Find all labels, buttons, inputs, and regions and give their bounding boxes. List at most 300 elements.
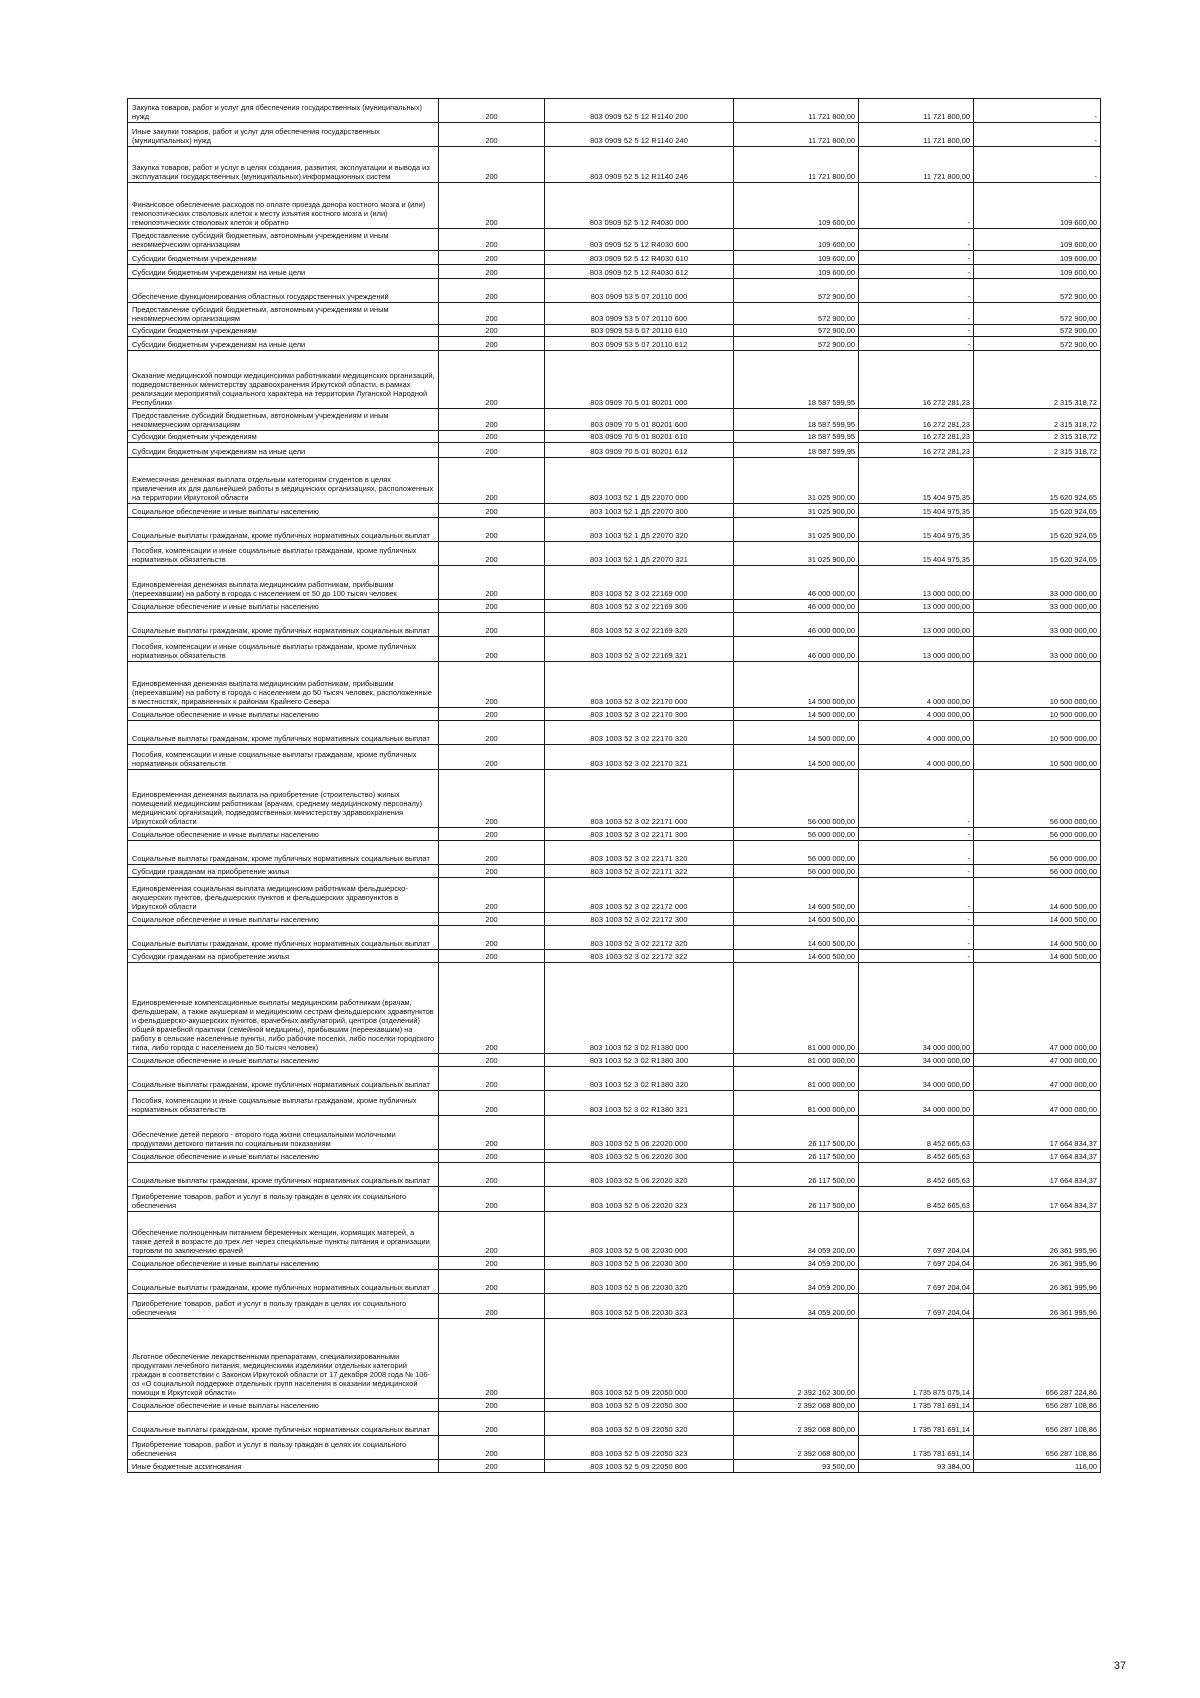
row-classification-code-cell: 803 1003 52 5 09 22050 300 bbox=[545, 1399, 734, 1412]
row-name-cell: Субсидии бюджетным учреждениям на иные цели bbox=[128, 337, 439, 351]
row-code-cell: 200 bbox=[439, 1212, 545, 1257]
row-name-cell: Субсидии бюджетным учреждениям bbox=[128, 431, 439, 443]
row-classification-code-cell: 803 1003 52 3 02 22172 320 bbox=[545, 926, 734, 950]
row-classification-code-cell: 803 0909 70 5 01 80201 600 bbox=[545, 409, 734, 431]
row-name-cell: Обеспечение полноценным питанием беременных женщин, кормящих матерей, а также детей в возрасте до трех лет через специальные пункты питания и организации торговли по заключению врачей bbox=[128, 1212, 439, 1257]
table-row bbox=[128, 1116, 1101, 1150]
table-row bbox=[128, 123, 1101, 147]
table-row bbox=[128, 265, 1101, 279]
row-code-cell: 200 bbox=[439, 963, 545, 1054]
table-row bbox=[128, 1399, 1101, 1412]
row-code-cell: 200 bbox=[439, 183, 545, 229]
row-classification-code-cell: 803 1003 52 3 02 R1380 000 bbox=[545, 963, 734, 1054]
row-name-cell: Субсидии бюджетным учреждениям bbox=[128, 325, 439, 337]
row-code-cell: 200 bbox=[439, 409, 545, 431]
row-code-cell: 200 bbox=[439, 351, 545, 409]
row-classification-code-cell: 803 1003 52 1 Д5 22070 300 bbox=[545, 504, 734, 518]
row-code-cell: 200 bbox=[439, 1399, 545, 1412]
row-classification-code-cell: 803 1003 52 5 06 22020 320 bbox=[545, 1163, 734, 1187]
row-name-cell: Единовременная социальная выплата медицинским работникам фельдшерско-акушерских пунктов, фельдшерских пунктов и фельдшерских здравпунктов в Иркутской области bbox=[128, 878, 439, 913]
table-row bbox=[128, 147, 1101, 183]
row-remaining-amount-cell: 14 600 500,00 bbox=[974, 926, 1101, 950]
row-executed-amount-cell: 4 000 000,00 bbox=[859, 662, 974, 708]
row-classification-code-cell: 803 1003 52 5 06 22030 323 bbox=[545, 1294, 734, 1319]
table-row bbox=[128, 1091, 1101, 1116]
row-executed-amount-cell: 15 404 975,35 bbox=[859, 458, 974, 504]
row-classification-code-cell: 803 1003 52 3 02 22172 322 bbox=[545, 950, 734, 963]
table-row bbox=[128, 637, 1101, 662]
row-remaining-amount-cell: 47 000 000,00 bbox=[974, 1067, 1101, 1091]
row-code-cell: 200 bbox=[439, 1116, 545, 1150]
row-executed-amount-cell: - bbox=[859, 878, 974, 913]
table-row bbox=[128, 662, 1101, 708]
row-remaining-amount-cell: 572 900,00 bbox=[974, 303, 1101, 325]
table-row bbox=[128, 303, 1101, 325]
row-classification-code-cell: 803 1003 52 3 02 22171 300 bbox=[545, 828, 734, 841]
row-approved-amount-cell: 31 025 900,00 bbox=[734, 542, 859, 566]
row-approved-amount-cell: 18 587 599,95 bbox=[734, 443, 859, 458]
row-classification-code-cell: 803 1003 52 5 06 22030 000 bbox=[545, 1212, 734, 1257]
row-executed-amount-cell: 11 721 800,00 bbox=[859, 147, 974, 183]
row-code-cell: 200 bbox=[439, 1091, 545, 1116]
row-name-cell: Социальные выплаты гражданам, кроме публичных нормативных социальных выплат bbox=[128, 1412, 439, 1436]
row-classification-code-cell: 803 0909 52 5 12 R4030 000 bbox=[545, 183, 734, 229]
row-executed-amount-cell: 15 404 975,35 bbox=[859, 518, 974, 542]
row-executed-amount-cell: 8 452 665,63 bbox=[859, 1163, 974, 1187]
row-approved-amount-cell: 2 392 068 800,00 bbox=[734, 1412, 859, 1436]
row-approved-amount-cell: 572 900,00 bbox=[734, 325, 859, 337]
row-approved-amount-cell: 46 000 000,00 bbox=[734, 613, 859, 637]
row-classification-code-cell: 803 0909 52 5 12 R4030 610 bbox=[545, 251, 734, 265]
row-approved-amount-cell: 572 900,00 bbox=[734, 337, 859, 351]
row-executed-amount-cell: - bbox=[859, 913, 974, 926]
row-approved-amount-cell: 46 000 000,00 bbox=[734, 566, 859, 600]
row-code-cell: 200 bbox=[439, 566, 545, 600]
row-approved-amount-cell: 31 025 900,00 bbox=[734, 518, 859, 542]
row-name-cell: Предоставление субсидий бюджетным, автономным учреждениям и иным некоммерческим организациям bbox=[128, 409, 439, 431]
table-row bbox=[128, 1294, 1101, 1319]
table-row bbox=[128, 708, 1101, 721]
row-code-cell: 200 bbox=[439, 443, 545, 458]
row-name-cell: Социальное обеспечение и иные выплаты населению bbox=[128, 1257, 439, 1270]
row-approved-amount-cell: 14 500 000,00 bbox=[734, 721, 859, 745]
row-name-cell: Субсидии гражданам на приобретение жилья bbox=[128, 865, 439, 878]
row-code-cell: 200 bbox=[439, 1460, 545, 1473]
row-approved-amount-cell: 572 900,00 bbox=[734, 303, 859, 325]
row-remaining-amount-cell: 26 361 995,96 bbox=[974, 1257, 1101, 1270]
row-code-cell: 200 bbox=[439, 325, 545, 337]
row-approved-amount-cell: 109 600,00 bbox=[734, 251, 859, 265]
row-executed-amount-cell: - bbox=[859, 865, 974, 878]
table-body bbox=[128, 99, 1101, 1473]
row-executed-amount-cell: - bbox=[859, 325, 974, 337]
row-name-cell: Социальное обеспечение и иные выплаты населению bbox=[128, 600, 439, 613]
table-row bbox=[128, 409, 1101, 431]
row-executed-amount-cell: 1 735 781 691,14 bbox=[859, 1436, 974, 1460]
row-code-cell: 200 bbox=[439, 721, 545, 745]
row-remaining-amount-cell: 14 600 500,00 bbox=[974, 913, 1101, 926]
row-classification-code-cell: 803 0909 52 5 12 R1140 240 bbox=[545, 123, 734, 147]
row-name-cell: Субсидии бюджетным учреждениям на иные цели bbox=[128, 443, 439, 458]
row-code-cell: 200 bbox=[439, 770, 545, 828]
row-name-cell: Единовременная денежная выплата медицинским работникам, прибывшим (переехавшим) на работу в города с населением от 50 до 100 тысяч человек bbox=[128, 566, 439, 600]
row-executed-amount-cell: 1 735 875 075,14 bbox=[859, 1319, 974, 1399]
table-row bbox=[128, 1436, 1101, 1460]
row-name-cell: Социальное обеспечение и иные выплаты населению bbox=[128, 1150, 439, 1163]
row-approved-amount-cell: 31 025 900,00 bbox=[734, 458, 859, 504]
row-classification-code-cell: 803 1003 52 5 09 22050 800 bbox=[545, 1460, 734, 1473]
row-executed-amount-cell: - bbox=[859, 950, 974, 963]
row-executed-amount-cell: 1 735 781 691,14 bbox=[859, 1399, 974, 1412]
row-code-cell: 200 bbox=[439, 265, 545, 279]
row-executed-amount-cell: 4 000 000,00 bbox=[859, 745, 974, 770]
row-name-cell: Финансовое обеспечение расходов по оплате проезда донора костного мозга и (или) гемопоэтических стволовых клеток к месту изъятия костного мозга и (или) гемопоэтических стволовых клеток и обратно bbox=[128, 183, 439, 229]
row-remaining-amount-cell: 10 500 000,00 bbox=[974, 708, 1101, 721]
table-row bbox=[128, 351, 1101, 409]
row-approved-amount-cell: 11 721 800,00 bbox=[734, 99, 859, 123]
row-remaining-amount-cell: - bbox=[974, 99, 1101, 123]
row-approved-amount-cell: 18 587 599,95 bbox=[734, 431, 859, 443]
row-name-cell: Единовременные компенсационные выплаты медицинским работникам (врачам, фельдшерам, а также акушеркам и медицинским сестрам фельдшерских здравпунктов и фельдшерско-акушерских пунктов, врачебных амбулаторий, центров (отделений) общей врачебной практики (семейной медицины), прибывшим (переехавшим) на работу в сельские населенные пункты, либо рабочие поселки, либо поселки городского типа, либо города с населением до 50 тысяч человек) bbox=[128, 963, 439, 1054]
row-approved-amount-cell: 31 025 900,00 bbox=[734, 504, 859, 518]
table-row bbox=[128, 251, 1101, 265]
table-row bbox=[128, 229, 1101, 251]
row-code-cell: 200 bbox=[439, 662, 545, 708]
row-code-cell: 200 bbox=[439, 229, 545, 251]
row-classification-code-cell: 803 1003 52 1 Д5 22070 000 bbox=[545, 458, 734, 504]
row-code-cell: 200 bbox=[439, 147, 545, 183]
row-remaining-amount-cell: 15 620 924,65 bbox=[974, 518, 1101, 542]
row-remaining-amount-cell: 26 361 995,96 bbox=[974, 1212, 1101, 1257]
table-row bbox=[128, 1067, 1101, 1091]
table-row bbox=[128, 1054, 1101, 1067]
row-approved-amount-cell: 56 000 000,00 bbox=[734, 828, 859, 841]
row-code-cell: 200 bbox=[439, 1163, 545, 1187]
row-classification-code-cell: 803 1003 52 5 09 22050 320 bbox=[545, 1412, 734, 1436]
row-classification-code-cell: 803 1003 52 3 02 22172 300 bbox=[545, 913, 734, 926]
row-executed-amount-cell: 16 272 281,23 bbox=[859, 443, 974, 458]
row-executed-amount-cell: - bbox=[859, 265, 974, 279]
row-remaining-amount-cell: 656 287 224,86 bbox=[974, 1319, 1101, 1399]
row-code-cell: 200 bbox=[439, 865, 545, 878]
row-name-cell: Предоставление субсидий бюджетным, автономным учреждениям и иным некоммерческим организациям bbox=[128, 229, 439, 251]
row-executed-amount-cell: 34 000 000,00 bbox=[859, 963, 974, 1054]
row-code-cell: 200 bbox=[439, 1054, 545, 1067]
row-remaining-amount-cell: 26 361 995,96 bbox=[974, 1294, 1101, 1319]
row-code-cell: 200 bbox=[439, 1412, 545, 1436]
row-code-cell: 200 bbox=[439, 303, 545, 325]
row-executed-amount-cell: 4 000 000,00 bbox=[859, 721, 974, 745]
row-name-cell: Социальные выплаты гражданам, кроме публичных нормативных социальных выплат bbox=[128, 1067, 439, 1091]
row-name-cell: Иные закупки товаров, работ и услуг для обеспечения государственных (муниципальных) нужд bbox=[128, 123, 439, 147]
row-approved-amount-cell: 46 000 000,00 bbox=[734, 600, 859, 613]
row-classification-code-cell: 803 1003 52 5 06 22030 300 bbox=[545, 1257, 734, 1270]
row-approved-amount-cell: 572 900,00 bbox=[734, 279, 859, 303]
row-classification-code-cell: 803 0909 53 5 07 20110 610 bbox=[545, 325, 734, 337]
row-classification-code-cell: 803 1003 52 3 02 22169 321 bbox=[545, 637, 734, 662]
budget-execution-table bbox=[127, 98, 1101, 1473]
row-name-cell: Социальное обеспечение и иные выплаты населению bbox=[128, 828, 439, 841]
row-code-cell: 200 bbox=[439, 99, 545, 123]
row-classification-code-cell: 803 0909 70 5 01 80201 610 bbox=[545, 431, 734, 443]
row-name-cell: Субсидии бюджетным учреждениям на иные цели bbox=[128, 265, 439, 279]
row-remaining-amount-cell: 56 000 000,00 bbox=[974, 828, 1101, 841]
row-approved-amount-cell: 18 587 599,95 bbox=[734, 409, 859, 431]
row-classification-code-cell: 803 1003 52 3 02 22172 000 bbox=[545, 878, 734, 913]
table-row bbox=[128, 325, 1101, 337]
row-remaining-amount-cell: 656 287 108,86 bbox=[974, 1399, 1101, 1412]
table-row bbox=[128, 963, 1101, 1054]
row-approved-amount-cell: 81 000 000,00 bbox=[734, 1067, 859, 1091]
row-approved-amount-cell: 34 059 200,00 bbox=[734, 1294, 859, 1319]
row-remaining-amount-cell: 109 600,00 bbox=[974, 265, 1101, 279]
row-remaining-amount-cell: 33 000 000,00 bbox=[974, 637, 1101, 662]
row-approved-amount-cell: 109 600,00 bbox=[734, 265, 859, 279]
row-remaining-amount-cell: - bbox=[974, 147, 1101, 183]
row-remaining-amount-cell: 10 500 000,00 bbox=[974, 662, 1101, 708]
row-code-cell: 200 bbox=[439, 504, 545, 518]
table-row bbox=[128, 613, 1101, 637]
row-approved-amount-cell: 11 721 800,00 bbox=[734, 147, 859, 183]
row-approved-amount-cell: 34 059 200,00 bbox=[734, 1270, 859, 1294]
row-executed-amount-cell: 16 272 281,23 bbox=[859, 409, 974, 431]
row-remaining-amount-cell: 47 000 000,00 bbox=[974, 963, 1101, 1054]
row-executed-amount-cell: - bbox=[859, 251, 974, 265]
row-name-cell: Пособия, компенсации и иные социальные выплаты гражданам, кроме публичных нормативных обязательств bbox=[128, 1091, 439, 1116]
row-code-cell: 200 bbox=[439, 878, 545, 913]
row-name-cell: Социальное обеспечение и иные выплаты населению bbox=[128, 1399, 439, 1412]
row-classification-code-cell: 803 1003 52 5 06 22020 300 bbox=[545, 1150, 734, 1163]
row-remaining-amount-cell: 33 000 000,00 bbox=[974, 600, 1101, 613]
row-executed-amount-cell: 7 697 204,04 bbox=[859, 1270, 974, 1294]
row-approved-amount-cell: 2 392 068 800,00 bbox=[734, 1436, 859, 1460]
row-name-cell: Социальные выплаты гражданам, кроме публичных нормативных социальных выплат bbox=[128, 1163, 439, 1187]
table-row bbox=[128, 1150, 1101, 1163]
table-row bbox=[128, 878, 1101, 913]
row-name-cell: Социальные выплаты гражданам, кроме публичных нормативных социальных выплат bbox=[128, 841, 439, 865]
page-number: 37 bbox=[1113, 1660, 1127, 1672]
row-classification-code-cell: 803 1003 52 3 02 22170 321 bbox=[545, 745, 734, 770]
row-code-cell: 200 bbox=[439, 337, 545, 351]
row-name-cell: Социальные выплаты гражданам, кроме публичных нормативных социальных выплат bbox=[128, 613, 439, 637]
row-classification-code-cell: 803 0909 52 5 12 R1140 246 bbox=[545, 147, 734, 183]
row-approved-amount-cell: 109 600,00 bbox=[734, 183, 859, 229]
row-executed-amount-cell: 34 000 000,00 bbox=[859, 1091, 974, 1116]
row-remaining-amount-cell: 26 361 995,96 bbox=[974, 1270, 1101, 1294]
row-name-cell: Пособия, компенсации и иные социальные выплаты гражданам, кроме публичных нормативных обязательств bbox=[128, 745, 439, 770]
row-code-cell: 200 bbox=[439, 1270, 545, 1294]
row-remaining-amount-cell: - bbox=[974, 123, 1101, 147]
row-executed-amount-cell: 13 000 000,00 bbox=[859, 566, 974, 600]
table-row bbox=[128, 745, 1101, 770]
row-code-cell: 200 bbox=[439, 926, 545, 950]
row-executed-amount-cell: 93 384,00 bbox=[859, 1460, 974, 1473]
table-row bbox=[128, 1163, 1101, 1187]
table-row bbox=[128, 770, 1101, 828]
row-executed-amount-cell: - bbox=[859, 337, 974, 351]
row-classification-code-cell: 803 0909 52 5 12 R1140 200 bbox=[545, 99, 734, 123]
row-code-cell: 200 bbox=[439, 913, 545, 926]
table-row bbox=[128, 600, 1101, 613]
row-approved-amount-cell: 2 392 068 800,00 bbox=[734, 1399, 859, 1412]
row-code-cell: 200 bbox=[439, 708, 545, 721]
row-executed-amount-cell: - bbox=[859, 841, 974, 865]
row-executed-amount-cell: 11 721 800,00 bbox=[859, 123, 974, 147]
row-classification-code-cell: 803 1003 52 3 02 22170 300 bbox=[545, 708, 734, 721]
table-row bbox=[128, 1257, 1101, 1270]
row-remaining-amount-cell: 10 500 000,00 bbox=[974, 745, 1101, 770]
row-executed-amount-cell: 7 697 204,04 bbox=[859, 1212, 974, 1257]
row-remaining-amount-cell: 109 600,00 bbox=[974, 251, 1101, 265]
row-approved-amount-cell: 56 000 000,00 bbox=[734, 770, 859, 828]
row-code-cell: 200 bbox=[439, 950, 545, 963]
row-remaining-amount-cell: 15 620 924,65 bbox=[974, 504, 1101, 518]
row-executed-amount-cell: 8 452 665,63 bbox=[859, 1187, 974, 1212]
row-classification-code-cell: 803 1003 52 3 02 22171 000 bbox=[545, 770, 734, 828]
row-name-cell: Приобретение товаров, работ и услуг в пользу граждан в целях их социального обеспечения bbox=[128, 1294, 439, 1319]
table-row bbox=[128, 828, 1101, 841]
row-approved-amount-cell: 14 600 500,00 bbox=[734, 878, 859, 913]
row-remaining-amount-cell: 15 620 924,65 bbox=[974, 458, 1101, 504]
table-row bbox=[128, 458, 1101, 504]
row-name-cell: Пособия, компенсации и иные социальные выплаты гражданам, кроме публичных нормативных обязательств bbox=[128, 542, 439, 566]
row-code-cell: 200 bbox=[439, 841, 545, 865]
row-name-cell: Пособия, компенсации и иные социальные выплаты гражданам, кроме публичных нормативных обязательств bbox=[128, 637, 439, 662]
row-approved-amount-cell: 81 000 000,00 bbox=[734, 1091, 859, 1116]
row-name-cell: Единовременная денежная выплата на приобретение (строительство) жилых помещений медицинским работникам (врачам, среднему медицинскому персоналу) медицинских организаций, подведомственных министерству здравоохранения Иркутской области bbox=[128, 770, 439, 828]
row-code-cell: 200 bbox=[439, 828, 545, 841]
row-remaining-amount-cell: 17 664 834,37 bbox=[974, 1187, 1101, 1212]
row-remaining-amount-cell: 10 500 000,00 bbox=[974, 721, 1101, 745]
row-executed-amount-cell: - bbox=[859, 926, 974, 950]
table-row bbox=[128, 913, 1101, 926]
row-remaining-amount-cell: 116,00 bbox=[974, 1460, 1101, 1473]
row-name-cell: Приобретение товаров, работ и услуг в пользу граждан в целях их социального обеспечения bbox=[128, 1436, 439, 1460]
row-approved-amount-cell: 14 500 000,00 bbox=[734, 745, 859, 770]
row-code-cell: 200 bbox=[439, 123, 545, 147]
row-name-cell: Субсидии гражданам на приобретение жилья bbox=[128, 950, 439, 963]
row-code-cell: 200 bbox=[439, 1257, 545, 1270]
table-row bbox=[128, 1270, 1101, 1294]
row-approved-amount-cell: 26 117 500,00 bbox=[734, 1163, 859, 1187]
row-code-cell: 200 bbox=[439, 251, 545, 265]
row-executed-amount-cell: - bbox=[859, 770, 974, 828]
row-name-cell: Субсидии бюджетным учреждениям bbox=[128, 251, 439, 265]
row-classification-code-cell: 803 0909 53 5 07 20110 600 bbox=[545, 303, 734, 325]
row-approved-amount-cell: 56 000 000,00 bbox=[734, 865, 859, 878]
row-classification-code-cell: 803 1003 52 5 06 22020 000 bbox=[545, 1116, 734, 1150]
row-classification-code-cell: 803 1003 52 1 Д5 22070 321 bbox=[545, 542, 734, 566]
row-classification-code-cell: 803 0909 53 5 07 20110 000 bbox=[545, 279, 734, 303]
row-remaining-amount-cell: 56 000 000,00 bbox=[974, 770, 1101, 828]
row-remaining-amount-cell: 2 315 318,72 bbox=[974, 431, 1101, 443]
table-row bbox=[128, 279, 1101, 303]
table-row bbox=[128, 431, 1101, 443]
row-classification-code-cell: 803 0909 70 5 01 80201 612 bbox=[545, 443, 734, 458]
row-executed-amount-cell: 15 404 975,35 bbox=[859, 504, 974, 518]
table-row bbox=[128, 721, 1101, 745]
row-classification-code-cell: 803 1003 52 5 09 22050 323 bbox=[545, 1436, 734, 1460]
row-remaining-amount-cell: 33 000 000,00 bbox=[974, 566, 1101, 600]
row-code-cell: 200 bbox=[439, 600, 545, 613]
row-executed-amount-cell: 8 452 665,63 bbox=[859, 1150, 974, 1163]
row-approved-amount-cell: 2 392 162 300,00 bbox=[734, 1319, 859, 1399]
row-approved-amount-cell: 34 059 200,00 bbox=[734, 1212, 859, 1257]
row-remaining-amount-cell: 17 664 834,37 bbox=[974, 1150, 1101, 1163]
row-executed-amount-cell: 11 721 800,00 bbox=[859, 99, 974, 123]
row-executed-amount-cell: - bbox=[859, 279, 974, 303]
row-approved-amount-cell: 93 500,00 bbox=[734, 1460, 859, 1473]
row-code-cell: 200 bbox=[439, 458, 545, 504]
table-row bbox=[128, 337, 1101, 351]
table-row bbox=[128, 1319, 1101, 1399]
row-name-cell: Социальные выплаты гражданам, кроме публичных нормативных социальных выплат bbox=[128, 926, 439, 950]
row-approved-amount-cell: 18 587 599,95 bbox=[734, 351, 859, 409]
table-row bbox=[128, 518, 1101, 542]
row-approved-amount-cell: 14 500 000,00 bbox=[734, 662, 859, 708]
row-approved-amount-cell: 14 500 000,00 bbox=[734, 708, 859, 721]
row-approved-amount-cell: 14 600 500,00 bbox=[734, 913, 859, 926]
row-approved-amount-cell: 46 000 000,00 bbox=[734, 637, 859, 662]
row-executed-amount-cell: 15 404 975,35 bbox=[859, 542, 974, 566]
table-row bbox=[128, 443, 1101, 458]
row-remaining-amount-cell: 109 600,00 bbox=[974, 183, 1101, 229]
row-remaining-amount-cell: 56 000 000,00 bbox=[974, 841, 1101, 865]
row-name-cell: Единовременная денежная выплата медицинским работникам, прибывшим (переехавшим) на работу в города с населением до 50 тысяч человек, расположенные в местностях, приравненных к районам Крайнего Севера bbox=[128, 662, 439, 708]
row-approved-amount-cell: 11 721 800,00 bbox=[734, 123, 859, 147]
table-row bbox=[128, 926, 1101, 950]
row-code-cell: 200 bbox=[439, 1187, 545, 1212]
row-name-cell: Социальное обеспечение и иные выплаты населению bbox=[128, 504, 439, 518]
row-classification-code-cell: 803 1003 52 3 02 22170 000 bbox=[545, 662, 734, 708]
row-code-cell: 200 bbox=[439, 613, 545, 637]
row-remaining-amount-cell: 15 620 924,65 bbox=[974, 542, 1101, 566]
row-executed-amount-cell: 16 272 281,23 bbox=[859, 431, 974, 443]
row-executed-amount-cell: 7 697 204,04 bbox=[859, 1294, 974, 1319]
row-classification-code-cell: 803 1003 52 3 02 22169 000 bbox=[545, 566, 734, 600]
row-executed-amount-cell: 13 000 000,00 bbox=[859, 613, 974, 637]
row-executed-amount-cell: - bbox=[859, 183, 974, 229]
row-executed-amount-cell: 8 452 665,63 bbox=[859, 1116, 974, 1150]
row-classification-code-cell: 803 1003 52 3 02 22171 320 bbox=[545, 841, 734, 865]
row-approved-amount-cell: 109 600,00 bbox=[734, 229, 859, 251]
row-classification-code-cell: 803 1003 52 3 02 R1380 321 bbox=[545, 1091, 734, 1116]
row-code-cell: 200 bbox=[439, 1436, 545, 1460]
row-remaining-amount-cell: 2 315 318,72 bbox=[974, 409, 1101, 431]
row-approved-amount-cell: 26 117 500,00 bbox=[734, 1150, 859, 1163]
table-row bbox=[128, 1460, 1101, 1473]
table-row bbox=[128, 99, 1101, 123]
row-classification-code-cell: 803 1003 52 3 02 22171 322 bbox=[545, 865, 734, 878]
row-remaining-amount-cell: 2 315 318,72 bbox=[974, 351, 1101, 409]
row-classification-code-cell: 803 1003 52 3 02 22169 300 bbox=[545, 600, 734, 613]
row-remaining-amount-cell: 656 287 108,86 bbox=[974, 1412, 1101, 1436]
row-code-cell: 200 bbox=[439, 1294, 545, 1319]
row-executed-amount-cell: 4 000 000,00 bbox=[859, 708, 974, 721]
row-approved-amount-cell: 14 600 500,00 bbox=[734, 926, 859, 950]
row-name-cell: Обеспечение функционирования областных государственных учреждений bbox=[128, 279, 439, 303]
row-remaining-amount-cell: 56 000 000,00 bbox=[974, 865, 1101, 878]
row-remaining-amount-cell: 14 600 500,00 bbox=[974, 950, 1101, 963]
row-remaining-amount-cell: 572 900,00 bbox=[974, 325, 1101, 337]
row-name-cell: Социальные выплаты гражданам, кроме публичных нормативных социальных выплат bbox=[128, 518, 439, 542]
row-executed-amount-cell: - bbox=[859, 229, 974, 251]
row-executed-amount-cell: 13 000 000,00 bbox=[859, 600, 974, 613]
row-classification-code-cell: 803 0909 70 5 01 80201 000 bbox=[545, 351, 734, 409]
row-name-cell: Социальные выплаты гражданам, кроме публичных нормативных социальных выплат bbox=[128, 1270, 439, 1294]
row-approved-amount-cell: 26 117 500,00 bbox=[734, 1116, 859, 1150]
row-classification-code-cell: 803 1003 52 3 02 22170 320 bbox=[545, 721, 734, 745]
